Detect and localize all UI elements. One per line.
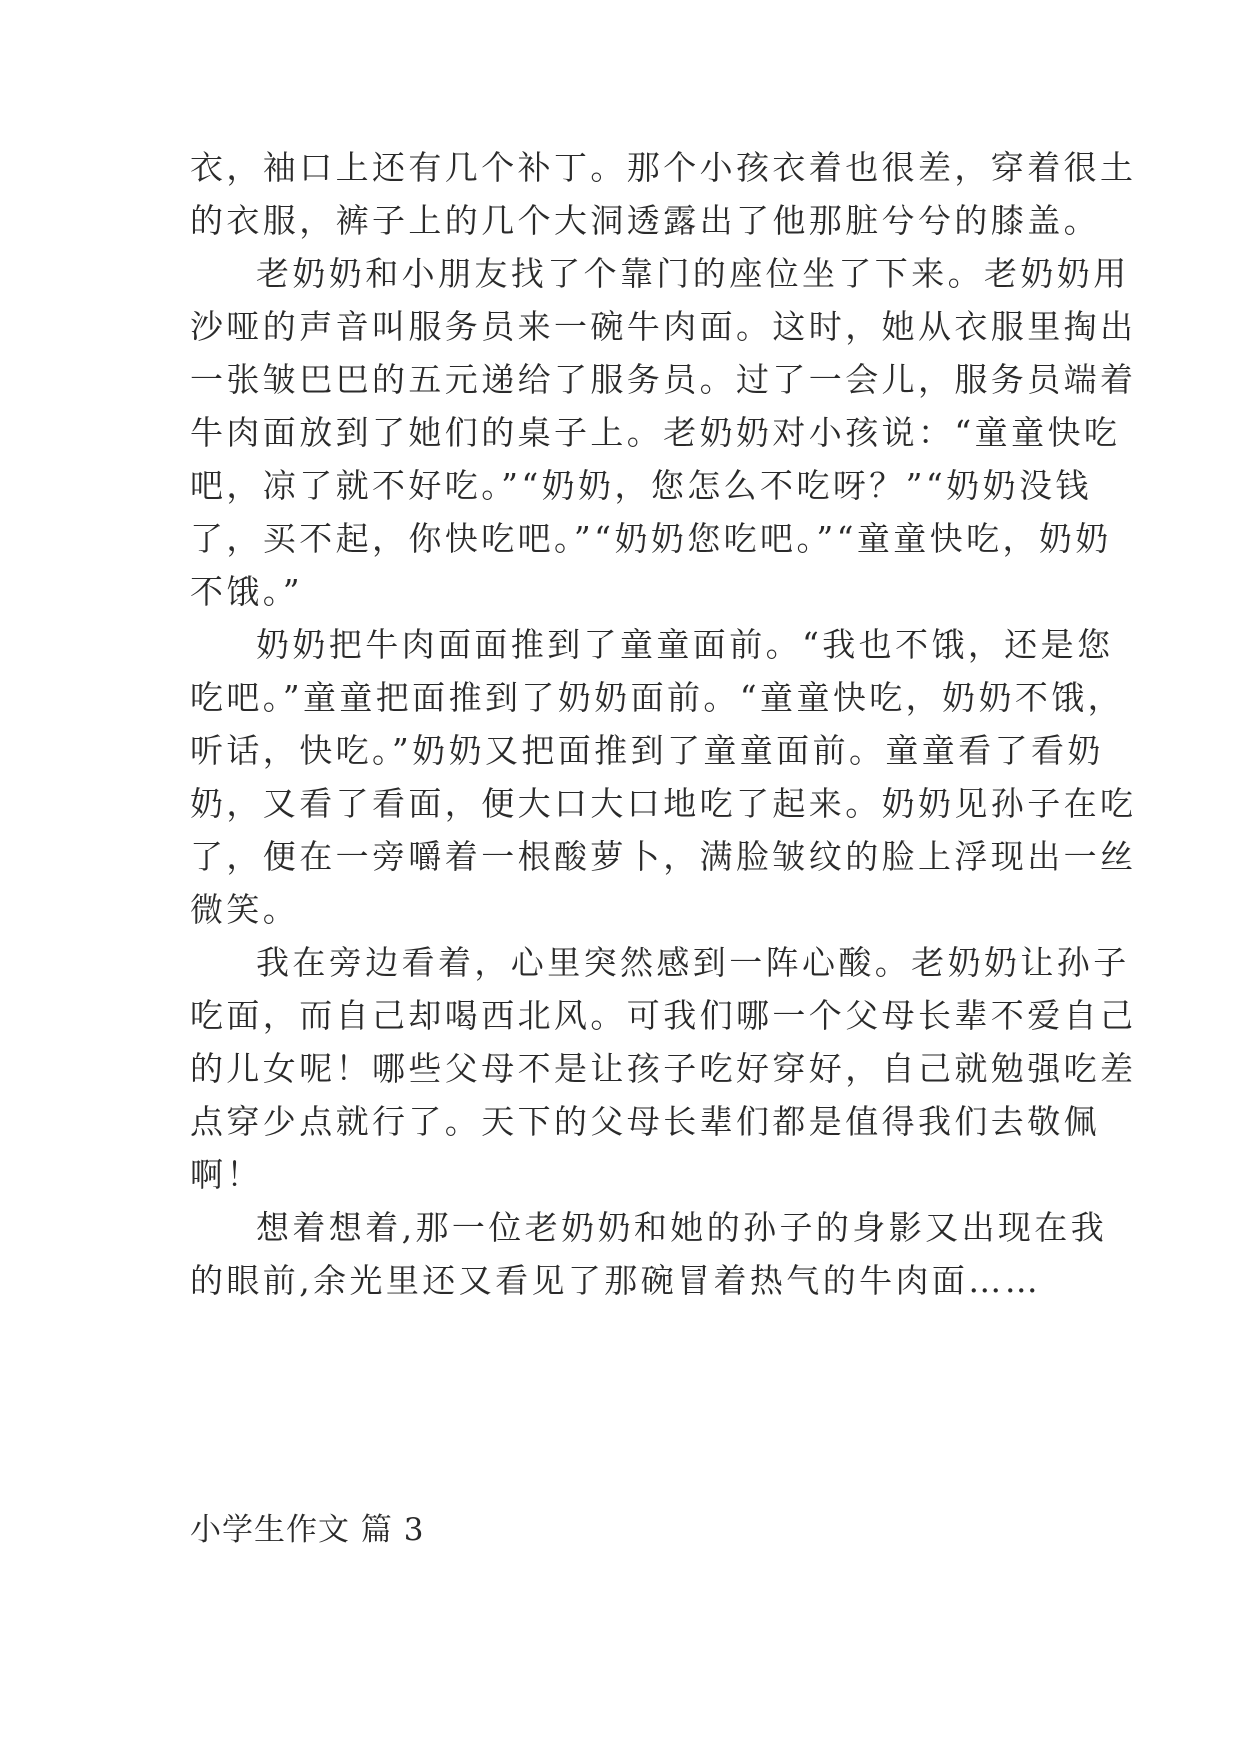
text-line: 点穿少点就行了。天下的父母长辈们都是值得我们去敬佩 [190, 1102, 1100, 1141]
text-line: 不饿。” [190, 572, 303, 611]
text-line: 了，买不起，你快吃吧。”“奶奶您吃吧。”“童童快吃，奶奶 [190, 519, 1112, 558]
text-line: 我在旁边看着，心里突然感到一阵心酸。老奶奶让孙子 [256, 943, 1130, 982]
text-line: 牛肉面放到了她们的桌子上。老奶奶对小孩说：“童童快吃 [190, 413, 1121, 452]
text-line: 的儿女呢！哪些父母不是让孩子吃好穿好，自己就勉强吃差 [190, 1049, 1137, 1088]
text-line: 一张皱巴巴的五元递给了服务员。过了一会儿，服务员端着 [190, 360, 1137, 399]
text-line: 沙哑的声音叫服务员来一碗牛肉面。这时，她从衣服里掏出 [190, 307, 1137, 346]
text-line: 奶奶把牛肉面面推到了童童面前。“我也不饿，还是您 [256, 625, 1114, 664]
text-line: 的眼前,余光里还又看见了那碗冒着热气的牛肉面…… [190, 1261, 1042, 1300]
text-line: 听话，快吃。”奶奶又把面推到了童童面前。童童看了看奶 [190, 731, 1104, 770]
text-line: 啊！ [190, 1155, 263, 1194]
text-line: 衣，袖口上还有几个补丁。那个小孩衣着也很差，穿着很土 [190, 148, 1137, 187]
text-line: 老奶奶和小朋友找了个靠门的座位坐了下来。老奶奶用 [256, 254, 1130, 293]
text-line: 了，便在一旁嚼着一根酸萝卜，满脸皱纹的脸上浮现出一丝 [190, 837, 1137, 876]
text-line: 微笑。 [190, 890, 300, 929]
text-line: 的衣服，裤子上的几个大洞透露出了他那脏兮兮的膝盖。 [190, 201, 1100, 240]
text-line: 吧，凉了就不好吃。”“奶奶，您怎么不吃呀？”“奶奶没钱 [190, 466, 1092, 505]
section-heading: 小学生作文 篇 3 [190, 1512, 425, 1548]
text-line: 奶，又看了看面，便大口大口地吃了起来。奶奶见孙子在吃 [190, 784, 1137, 823]
text-line: 吃面，而自己却喝西北风。可我们哪一个父母长辈不爱自己 [190, 996, 1137, 1035]
text-line: 想着想着,那一位老奶奶和她的孙子的身影又出现在我 [256, 1208, 1108, 1247]
text-line: 吃吧。”童童把面推到了奶奶面前。“童童快吃，奶奶不饿， [190, 678, 1125, 717]
